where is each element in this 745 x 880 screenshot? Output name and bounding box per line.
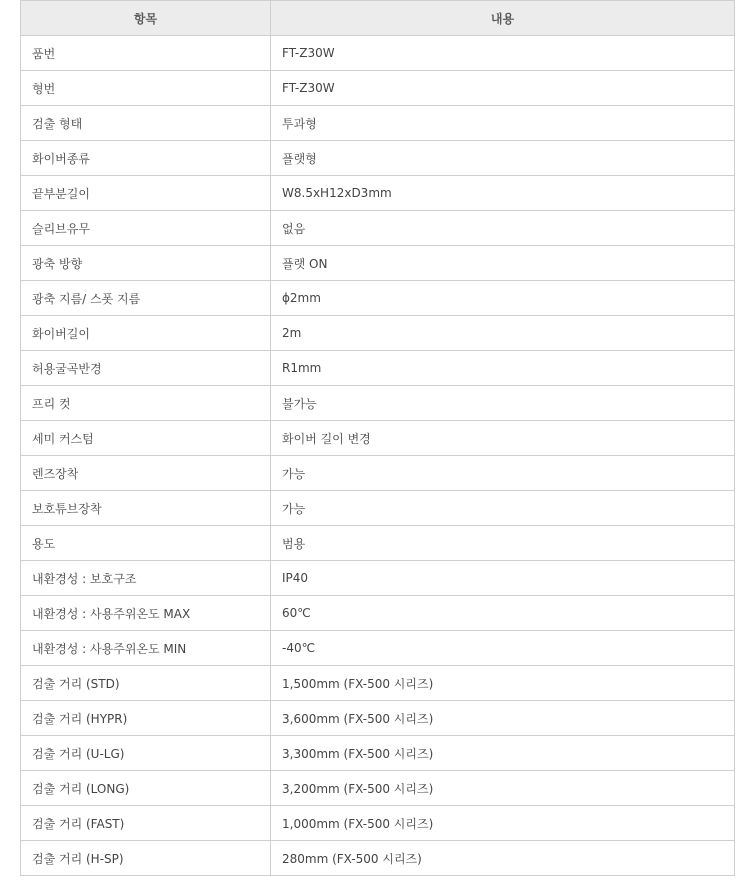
row-value: 3,600mm (FX-500 시리즈) xyxy=(271,701,735,736)
row-label: 화이버종류 xyxy=(21,141,271,176)
row-label: 프리 컷 xyxy=(21,386,271,421)
row-label: 내환경성 : 사용주위온도 MIN xyxy=(21,631,271,666)
row-label: 검출 거리 (H-SP) xyxy=(21,841,271,876)
table-row xyxy=(21,106,735,141)
row-value: 투과형 xyxy=(271,106,735,141)
table-row xyxy=(21,701,735,736)
table-row xyxy=(21,596,735,631)
row-value: 플랫 ON xyxy=(271,246,735,281)
header-content: 내용 xyxy=(271,1,735,36)
row-label: 화이버길이 xyxy=(21,316,271,351)
table-row xyxy=(21,456,735,491)
row-value: 3,300mm (FX-500 시리즈) xyxy=(271,736,735,771)
row-label: 보호튜브장착 xyxy=(21,491,271,526)
row-value: IP40 xyxy=(271,561,735,596)
row-label: 검출 거리 (HYPR) xyxy=(21,701,271,736)
row-value: R1mm xyxy=(271,351,735,386)
row-label: 형번 xyxy=(21,71,271,106)
table-row xyxy=(21,176,735,211)
row-label: 내환경성 : 보호구조 xyxy=(21,561,271,596)
row-label: 용도 xyxy=(21,526,271,561)
table-row xyxy=(21,561,735,596)
table-row xyxy=(21,841,735,876)
row-value: 없음 xyxy=(271,211,735,246)
row-label: 검출 거리 (U-LG) xyxy=(21,736,271,771)
row-value: 3,200mm (FX-500 시리즈) xyxy=(271,771,735,806)
table-row xyxy=(21,281,735,316)
row-label: 허용굴곡반경 xyxy=(21,351,271,386)
row-value: 플랫형 xyxy=(271,141,735,176)
table-row xyxy=(21,771,735,806)
row-label: 세미 커스텀 xyxy=(21,421,271,456)
row-value: 화이버 길이 변경 xyxy=(271,421,735,456)
table-row xyxy=(21,246,735,281)
header-item: 항목 xyxy=(21,1,271,36)
row-value: 60℃ xyxy=(271,596,735,631)
row-value: FT-Z30W xyxy=(271,36,735,71)
table-header-row xyxy=(21,1,735,36)
row-label: 끝부분길이 xyxy=(21,176,271,211)
row-label: 광축 방향 xyxy=(21,246,271,281)
table-row xyxy=(21,421,735,456)
table-row xyxy=(21,141,735,176)
row-value: 가능 xyxy=(271,491,735,526)
row-label: 슬리브유무 xyxy=(21,211,271,246)
table-row xyxy=(21,71,735,106)
row-value: 범용 xyxy=(271,526,735,561)
table-row xyxy=(21,211,735,246)
row-label: 내환경성 : 사용주위온도 MAX xyxy=(21,596,271,631)
table-row xyxy=(21,316,735,351)
table-row xyxy=(21,806,735,841)
row-value: 1,000mm (FX-500 시리즈) xyxy=(271,806,735,841)
spec-table xyxy=(20,0,735,876)
row-value: 불가능 xyxy=(271,386,735,421)
row-value: FT-Z30W xyxy=(271,71,735,106)
table-row xyxy=(21,526,735,561)
row-label: 검출 거리 (LONG) xyxy=(21,771,271,806)
table-row xyxy=(21,36,735,71)
table-body xyxy=(21,36,735,876)
row-label: 광축 지름/ 스폿 지름 xyxy=(21,281,271,316)
row-value: W8.5xH12xD3mm xyxy=(271,176,735,211)
row-label: 검출 거리 (STD) xyxy=(21,666,271,701)
row-value: -40℃ xyxy=(271,631,735,666)
row-label: 렌즈장착 xyxy=(21,456,271,491)
table-row xyxy=(21,666,735,701)
row-label: 품번 xyxy=(21,36,271,71)
row-value: 1,500mm (FX-500 시리즈) xyxy=(271,666,735,701)
table-row xyxy=(21,351,735,386)
row-label: 검출 형태 xyxy=(21,106,271,141)
table-row xyxy=(21,491,735,526)
row-value: ϕ2mm xyxy=(271,281,735,316)
row-value: 2m xyxy=(271,316,735,351)
row-value: 가능 xyxy=(271,456,735,491)
table-row xyxy=(21,386,735,421)
table-row xyxy=(21,631,735,666)
table-row xyxy=(21,736,735,771)
row-label: 검출 거리 (FAST) xyxy=(21,806,271,841)
row-value: 280mm (FX-500 시리즈) xyxy=(271,841,735,876)
